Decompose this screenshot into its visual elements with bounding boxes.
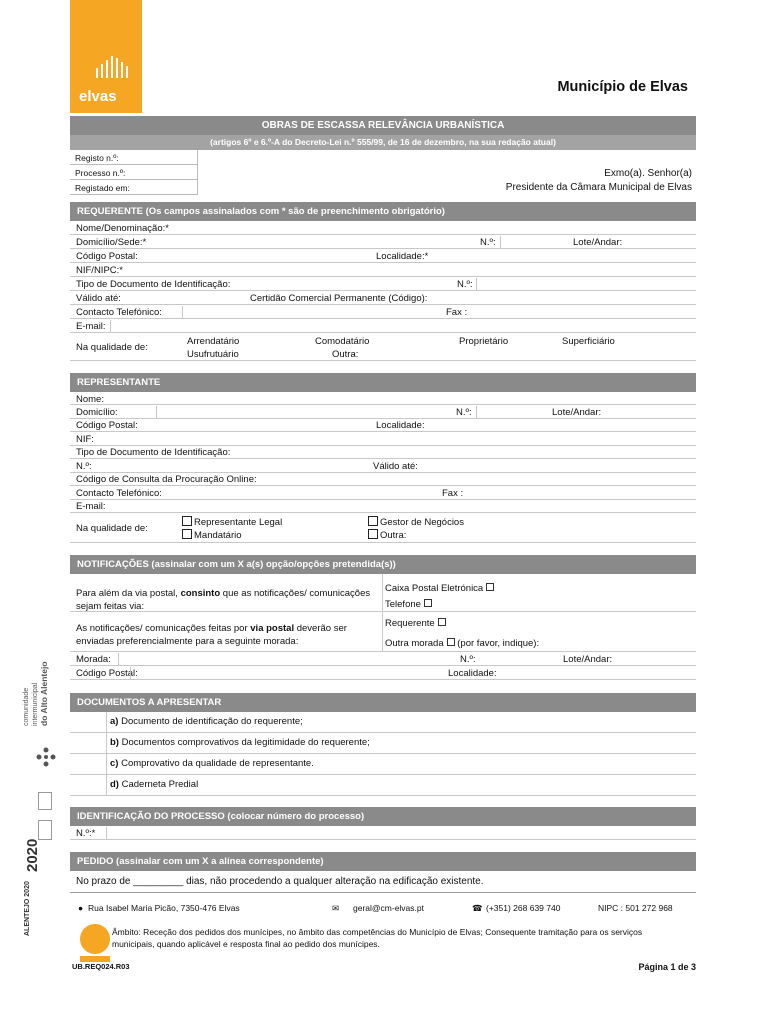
doc-item-a[interactable]: a) Documento de identificação do requerente; (70, 712, 696, 733)
rep-contacto-row[interactable]: Contacto Telefónico: Fax : (70, 486, 696, 500)
checkbox-icon[interactable] (438, 618, 446, 626)
notif-postal-text: As notificações/ comunicações feitas por via postal deverão ser enviadas preferencialmente para a seguinte morada: (76, 623, 347, 647)
rep-domicilio-row[interactable]: Domicílio: N.º: Lote/Andar: (70, 405, 696, 419)
req-qualidade-row: Na qualidade de: Arrendatário Comodatário Proprietário Superficiário Usufrutuário Outra: (70, 333, 696, 361)
option-superficiario[interactable]: Superficiário (562, 336, 615, 347)
option-outra[interactable]: Outra: (368, 529, 406, 541)
eu-flag-icon (38, 792, 52, 810)
checkbox-icon[interactable] (182, 516, 192, 526)
pedido-row[interactable]: No prazo de _________ dias, não procedendo a qualquer alteração na edificação existente. (70, 871, 696, 893)
quality-badge (80, 924, 110, 954)
option-outra[interactable]: Outra: (332, 349, 359, 360)
elvas-logo (70, 0, 142, 113)
form-subtitle: (artigos 6º e 6.º-A do Decreto-Lei n.º 555/99, de 16 de dezembro, na sua redação atual) (70, 135, 696, 150)
option-mandatario[interactable]: Mandatário (182, 529, 242, 541)
checkbox-icon[interactable] (368, 516, 378, 526)
registado-row[interactable]: Registado em: (70, 180, 198, 195)
rep-qualidade-row: Na qualidade de: Representante Legal Gestor de Negócios Mandatário Outra: (70, 513, 696, 543)
checkbox-icon[interactable] (447, 638, 455, 646)
option-outra-morada[interactable]: Outra morada (por favor, indique): (385, 638, 540, 649)
doc-item-c[interactable]: c) Comprovativo da qualidade de representante. (70, 754, 696, 775)
req-tipo-doc-row[interactable]: Tipo de Documento de Identificação: N.º: (70, 277, 696, 291)
logo-text: elvas (79, 88, 117, 105)
addressee: Exmo(a). Senhor(a) Presidente da Câmara Municipal de Elvas (505, 168, 692, 193)
page-number: Página 1 de 3 (638, 962, 696, 972)
option-usufrutuario[interactable]: Usufrutuário (187, 349, 239, 360)
form-code: UB.REQ024.R03 (72, 962, 130, 971)
form-sheet (70, 116, 696, 893)
checkbox-icon[interactable] (424, 599, 432, 607)
ident-numero-row[interactable]: N.º:* (70, 826, 696, 840)
rep-nome-row[interactable]: Nome: (70, 392, 696, 405)
location-icon: ● (78, 903, 84, 913)
logo-mark-icon (78, 54, 133, 84)
req-nome-row[interactable]: Nome/Denominação:* (70, 221, 696, 235)
portugal2020-logo: 2020 (24, 838, 41, 872)
ambito-text: Âmbito: Receção dos pedidos dos munícipes, no âmbito das competências do Município de Elvas; Consequente tramitação para os serviços municipais, quando aplicável e resposta final ao pedido dos munícipes. (112, 927, 643, 949)
footer-email[interactable]: geral@cm-elvas.pt (353, 903, 424, 913)
registo-row[interactable]: Registo n.º: (70, 150, 198, 165)
mail-icon: ✉ (332, 903, 340, 913)
notif-morada-row[interactable]: Morada: N.º: Lote/Andar: (70, 652, 696, 666)
req-valido-row[interactable]: Válido até: Certidão Comercial Permanente (Código): (70, 291, 696, 305)
side-logos (23, 661, 66, 980)
rep-tipo-doc-row[interactable]: Tipo de Documento de Identificação: (70, 446, 696, 460)
processo-row[interactable]: Processo n.º: (70, 165, 198, 180)
req-codigo-postal-row[interactable]: Código Postal: Localidade:* (70, 249, 696, 263)
checkbox-icon[interactable] (368, 529, 378, 539)
municipality-name: Município de Elvas (557, 79, 688, 95)
footer-address: Rua Isabel Maria Picão, 7350-476 Elvas (88, 903, 240, 913)
phone-icon: ☎ (472, 903, 483, 913)
section-notificacoes-header: NOTIFICAÇÕES (assinalar com um X a(s) opção/opções pretendida(s)) (70, 555, 696, 574)
req-email-row[interactable]: E-mail: (70, 319, 696, 333)
section-pedido-header: PEDIDO (assinalar com um X a alínea correspondente) (70, 852, 696, 871)
eu-emblem-icon (38, 820, 52, 840)
cim-logo-text: comunidade intermunicipal do Alto Alentejo (23, 661, 49, 726)
option-caixa-postal[interactable]: Caixa Postal Eletrónica (385, 583, 494, 594)
notif-codigo-postal-row[interactable]: Código Postal: Localidade: (70, 666, 696, 680)
option-gestor-negocios[interactable]: Gestor de Negócios (368, 516, 464, 528)
option-requerente[interactable]: Requerente (385, 618, 446, 629)
option-comodatario[interactable]: Comodatário (315, 336, 370, 347)
rep-email-row[interactable]: E-mail: (70, 500, 696, 514)
footer-phone: (+351) 268 639 740 (486, 903, 561, 913)
alentejo2020-logo: ALENTEJO 2020 (24, 881, 31, 936)
section-documentos-header: DOCUMENTOS A APRESENTAR (70, 693, 696, 712)
notif-via-block (70, 574, 696, 612)
req-contacto-row[interactable]: Contacto Telefónico: Fax : (70, 305, 696, 319)
section-requerente-header: REQUERENTE (Os campos assinalados com * são de preenchimento obrigatório) (70, 202, 696, 221)
rep-numero-row[interactable]: N.º: Válido até: (70, 459, 696, 473)
doc-item-b[interactable]: b) Documentos comprovativos da legitimidade do requerente; (70, 733, 696, 754)
section-identificacao-header: IDENTIFICAÇÃO DO PROCESSO (colocar número do processo) (70, 807, 696, 826)
cim-logo-icon (35, 746, 57, 768)
registration-block (70, 150, 696, 196)
option-telefone[interactable]: Telefone (385, 599, 432, 610)
form-title: OBRAS DE ESCASSA RELEVÂNCIA URBANÍSTICA (70, 116, 696, 135)
rep-codigo-postal-row[interactable]: Código Postal: Localidade: (70, 419, 696, 433)
req-domicilio-row[interactable]: Domicílio/Sede:* N.º: Lote/Andar: (70, 235, 696, 249)
footer-nipc: NIPC : 501 272 968 (598, 903, 673, 913)
option-proprietario[interactable]: Proprietário (459, 336, 509, 347)
option-representante-legal[interactable]: Representante Legal (182, 516, 282, 528)
rep-codigo-consulta-row[interactable]: Código de Consulta da Procuração Online: (70, 473, 696, 487)
section-representante-header: REPRESENTANTE (70, 373, 696, 392)
option-arrendatario[interactable]: Arrendatário (187, 336, 240, 347)
checkbox-icon[interactable] (182, 529, 192, 539)
notif-morada-block (70, 612, 696, 652)
notif-consent-text: Para além da via postal, consinto que as notificações/ comunicações sejam feitas via: (76, 588, 371, 612)
rep-nif-row[interactable]: NIF: (70, 432, 696, 446)
checkbox-icon[interactable] (486, 583, 494, 591)
req-nif-row[interactable]: NIF/NIPC:* (70, 263, 696, 277)
doc-item-d[interactable]: d) Caderneta Predial (70, 775, 696, 796)
